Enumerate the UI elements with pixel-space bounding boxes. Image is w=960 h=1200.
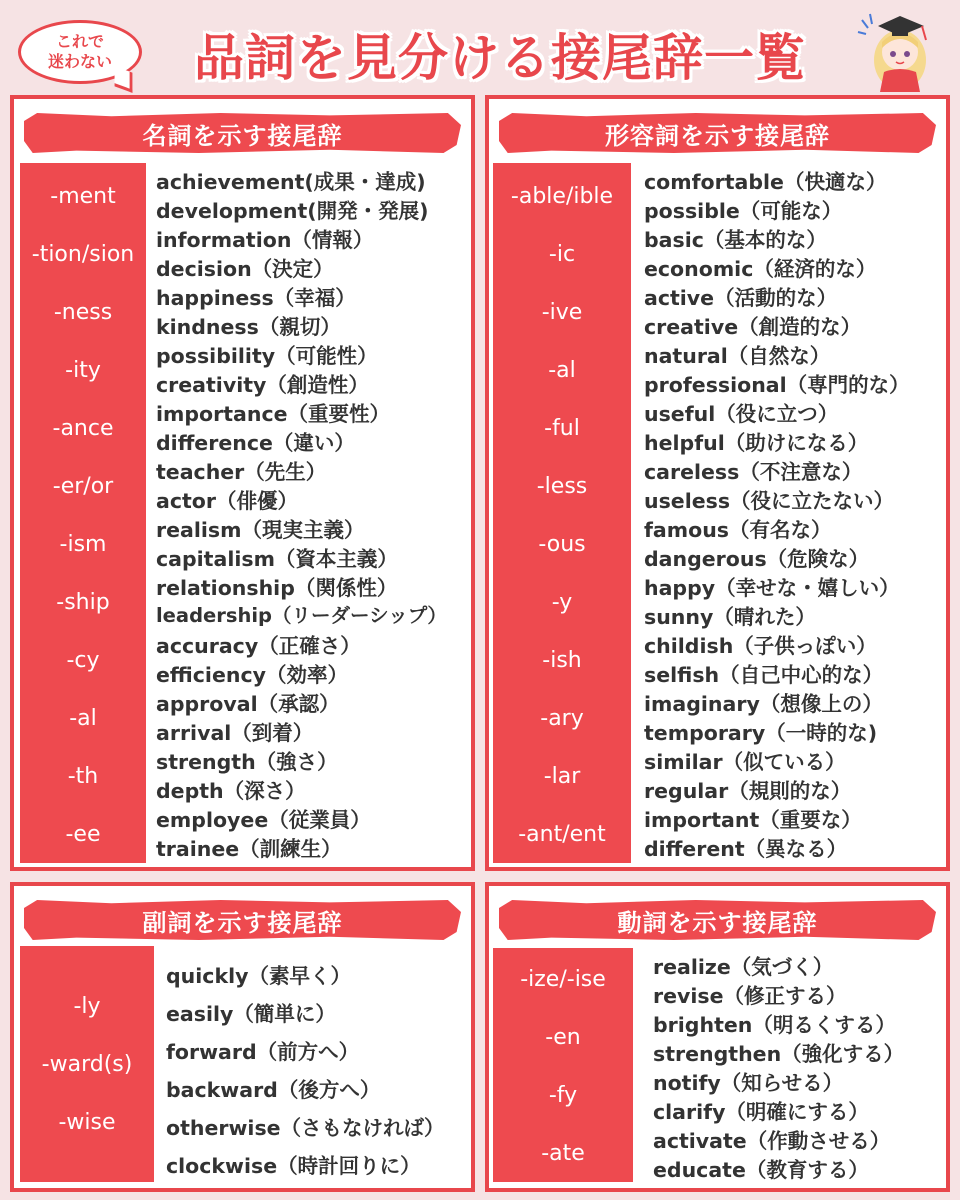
example-word: helpful（助けになる） [644, 431, 869, 455]
panel-title: 形容詞を示す接尾辞 [605, 121, 830, 150]
suffix-label: -er/or [52, 473, 114, 499]
example-word: sunny（晴れた） [644, 605, 816, 629]
panel-title: 副詞を示す接尾辞 [142, 908, 343, 937]
suffix-label: -ic [548, 241, 576, 267]
example-word: important（重要な） [644, 808, 862, 832]
example-word: difference（違い） [156, 431, 355, 455]
panel-title: 名詞を示す接尾辞 [142, 121, 343, 150]
panel-noun-suffixes [10, 95, 475, 871]
suffix-label: -ous [538, 531, 586, 557]
panel-title: 動詞を示す接尾辞 [617, 908, 818, 937]
suffix-label: -tion/sion [31, 241, 135, 267]
example-word: clockwise（時計回りに） [166, 1154, 421, 1178]
example-word: trainee（訓練生） [156, 837, 342, 861]
badge-line-2: 迷わない [47, 52, 112, 71]
suffix-label: -cy [66, 647, 100, 673]
suffix-label: -y [551, 589, 573, 615]
suffix-label: -ant/ent [518, 821, 606, 847]
mascot-graduate-icon [848, 0, 948, 100]
example-word: information（情報） [156, 228, 374, 252]
example-word: achievement(成果・達成) [156, 170, 426, 194]
example-word: temporary（一時的な) [644, 721, 878, 745]
example-word: decision（決定） [156, 257, 334, 281]
example-word: brighten（明るくする） [653, 1013, 896, 1037]
suffix-label: -th [67, 763, 99, 789]
example-word: economic（経済的な） [644, 257, 877, 281]
suffix-column [20, 163, 146, 863]
suffix-label: -al [69, 705, 97, 731]
badge-line-1: これで [55, 32, 104, 51]
suffix-label: -ance [52, 415, 114, 441]
suffix-label: -ness [53, 299, 113, 325]
example-word: development(開発・発展) [156, 199, 429, 223]
example-word: realism（現実主義） [156, 518, 365, 542]
example-word: forward（前方へ） [166, 1040, 360, 1064]
suffix-column [493, 948, 633, 1182]
badge [18, 20, 142, 84]
example-word: basic（基本的な） [644, 228, 827, 252]
suffix-label: -able/ible [510, 183, 614, 209]
example-word: comfortable（快適な） [644, 170, 887, 194]
example-word: useless（役に立たない） [644, 489, 895, 513]
example-word: dangerous（危険な） [644, 547, 870, 571]
example-word: quickly（素早く） [166, 964, 351, 988]
example-word: easily（簡単に） [166, 1002, 336, 1026]
example-word: useful（役に立つ） [644, 402, 839, 426]
suffix-label: -ment [50, 183, 116, 209]
example-word: efficiency（効率） [156, 663, 348, 687]
suffix-label: -ary [540, 705, 584, 731]
suffix-label: -wise [58, 1109, 116, 1135]
example-word: famous（有名な） [644, 518, 832, 542]
example-word: backward（後方へ） [166, 1078, 381, 1102]
example-word: relationship（関係性） [156, 576, 398, 600]
suffix-label: -en [545, 1024, 581, 1050]
example-word: different（異なる） [644, 837, 848, 861]
suffix-label: -ward(s) [41, 1051, 133, 1077]
suffix-label: -ate [541, 1140, 585, 1166]
example-word: regular（規則的な） [644, 779, 852, 803]
example-word: employee（従業員） [156, 808, 371, 832]
example-word: otherwise（さもなければ） [166, 1116, 445, 1140]
suffix-label: -ee [65, 821, 101, 847]
suffix-label: -ship [56, 589, 110, 615]
suffix-label: -ism [59, 531, 107, 557]
suffix-label: -ish [542, 647, 582, 673]
example-word: capitalism（資本主義） [156, 547, 398, 571]
suffix-label: -ive [541, 299, 583, 325]
example-word: importance（重要性） [156, 402, 391, 426]
suffix-label: -ize/-ise [520, 966, 606, 992]
example-word: leadership（リーダーシップ） [156, 604, 447, 627]
suffix-label: -al [548, 357, 576, 383]
example-word: possible（可能な） [644, 199, 843, 223]
panel-adjective-suffixes [485, 95, 950, 871]
example-word: revise（修正する） [653, 984, 847, 1008]
example-word: natural（自然な） [644, 344, 831, 368]
suffix-column [20, 946, 154, 1182]
example-word: depth（深さ） [156, 779, 306, 803]
suffix-label: -less [536, 473, 588, 499]
example-word: possibility（可能性） [156, 344, 378, 368]
example-word: actor（俳優） [156, 489, 298, 513]
example-word: activate（作動させる） [653, 1129, 891, 1153]
example-word: happy（幸せな・嬉しい） [644, 576, 900, 600]
panel-verb-suffixes [485, 882, 950, 1192]
example-word: kindness（親切） [156, 315, 341, 339]
suffix-column [493, 163, 631, 863]
suffix-label: -fy [548, 1082, 578, 1108]
example-word: creative（創造的な） [644, 315, 862, 339]
example-word: realize（気づく） [653, 955, 834, 979]
panel-adverb-suffixes [10, 882, 475, 1192]
example-word: arrival（到着） [156, 721, 314, 745]
suffix-label: -ity [65, 357, 101, 383]
suffix-label: -lar [543, 763, 581, 789]
example-word: strength（強さ） [156, 750, 338, 774]
example-word: selfish（自己中心的な） [644, 663, 884, 687]
suffix-label: -ful [544, 415, 580, 441]
example-word: happiness（幸福） [156, 286, 356, 310]
example-word: approval（承認） [156, 692, 340, 716]
example-word: teacher（先生） [156, 460, 327, 484]
example-word: similar（似ている） [644, 750, 846, 774]
example-word: strengthen（強化する） [653, 1042, 905, 1066]
example-word: clarify（明確にする） [653, 1100, 869, 1124]
page-title: 品詞を見分ける接尾辞一覧 [194, 29, 806, 87]
example-word: educate（教育する） [653, 1158, 869, 1182]
example-word: active（活動的な） [644, 286, 838, 310]
example-word: professional（専門的な） [644, 373, 910, 397]
example-word: childish（子供っぽい） [644, 634, 877, 658]
example-word: imaginary（想像上の） [644, 692, 883, 716]
suffix-label: -ly [73, 993, 101, 1019]
example-word: notify（知らせる） [653, 1071, 844, 1095]
example-word: creativity（創造性） [156, 373, 369, 397]
example-word: careless（不注意な） [644, 460, 863, 484]
example-word: accuracy（正確さ） [156, 634, 361, 658]
